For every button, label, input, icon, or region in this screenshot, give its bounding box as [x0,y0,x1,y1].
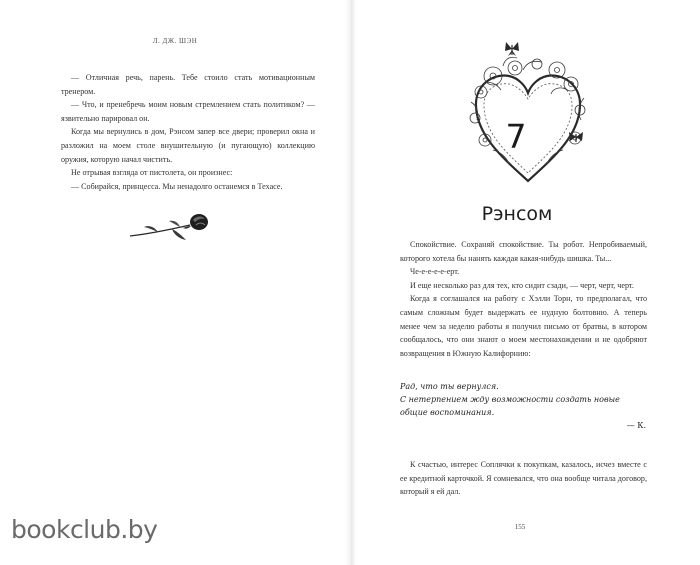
chapter-title: Рэнсом [481,203,553,225]
note-line: С нетерпением жду возможности создать новые общие воспоминания. [400,395,620,417]
handwritten-note [400,380,646,432]
paragraph: Не отрывая взгляда от пистолета, он произнес: [71,168,233,178]
paragraph: — Собирайся, принцесса. Мы ненадолго останемся в Техасе. [71,181,283,191]
chapter-number: 7 [505,117,527,156]
running-head: Л. ДЖ. ШЭН [152,37,198,45]
paragraph: К счастью, интерес Соплячки к покупкам, казалось, исчез вместе с ее кредитной карточкой. Я сомневался, что она вообще читала договор, который я ей дал. [400,460,647,497]
note-line: Рад, что ты вернулся. [400,382,499,391]
paragraph: Спокойствие. Сохраняй спокойствие. Ты робот. Непробиваемый, которого хотела бы нанять каждая какая-нибудь шишка. Ты... [400,240,647,263]
paragraph: — Отличная речь, парень. Тебе стоило стать мотивационным тренером. [61,73,315,96]
page-number: 155 [514,523,526,531]
right-page-text-continued [400,458,647,499]
paragraph: Когда мы вернулись в дом, Рэнсом запер все двери; проверил окна и разложил на моем столе внушительную (и пугающую) коллекцию оружия, которую начал чистить. [61,127,315,164]
paragraph: Когда я соглашался на работу с Хэлли Торн, то предполагал, что самым сложным будет выдержать ее нудную болтовню. А теперь менее чем за неделю работы я получил письмо от братвы, в котором сообщалось, что они знают о моем местонахождении и не одобряют возвращения в Южную Калифорнию: [400,294,647,358]
left-page-text [61,71,315,193]
note-signature: — К. [626,421,646,430]
paragraph: — Что, и пренебречь моим новым стремлением стать политиком? — язвительно парировал он. [61,100,315,123]
paragraph: Че-е-е-е-е-ерт. [410,267,460,277]
watermark: bookclub.by [11,515,158,544]
floral-heart-icon [463,40,593,190]
right-page-text [400,238,647,360]
paragraph: И еще несколько раз для тех, кто сидит сзади, — черт, черт, черт. [410,280,634,290]
rose-icon [128,210,218,246]
